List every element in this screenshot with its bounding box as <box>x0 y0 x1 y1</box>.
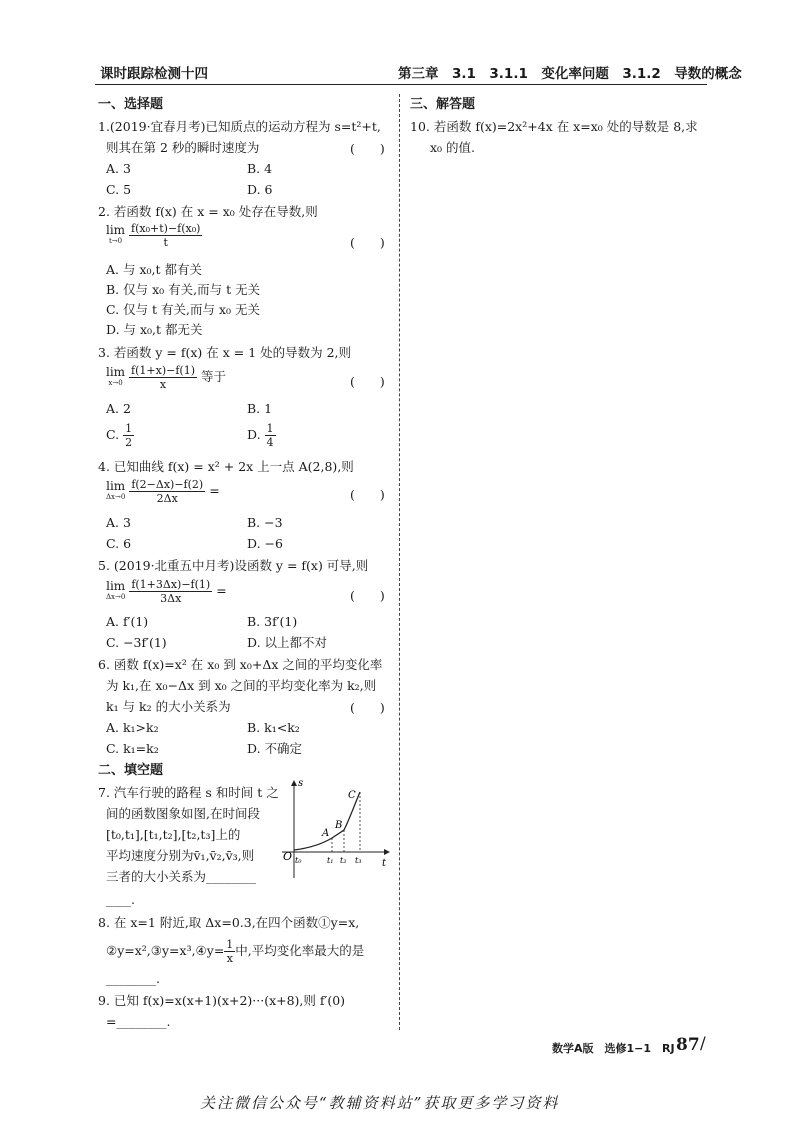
q4-limit-expression: lim Δx→0 $\frac{f(2-\Delta x)-f(2)}{2\Delta x}$ = <box>106 478 220 505</box>
q1-option-d: D. 6 <box>247 182 273 197</box>
q1-line1: 1.(2019·宜春月考)已知质点的运动方程为 s=t²+t, <box>98 119 381 134</box>
q1-option-c: C. 5 <box>106 182 132 197</box>
q10-line2: x₀ 的值. <box>430 140 476 155</box>
q7-line4: 平均速度分别为v̄₁,v̄₂,v̄₃,则 <box>106 848 255 863</box>
page-slash: / <box>700 1034 706 1054</box>
q4-option-d: D. −6 <box>247 536 283 551</box>
origin-label: O <box>283 850 293 863</box>
q4-line1: 4. 已知曲线 f(x) = x² + 2x 上一点 A(2,8),则 <box>98 459 354 474</box>
q10-line1: 10. 若函数 f(x)=2x²+4x 在 x=x₀ 处的导数是 8,求 <box>410 119 698 134</box>
q6-line3: k₁ 与 k₂ 的大小关系为 <box>106 699 231 714</box>
t2-label: t₂ <box>340 856 347 865</box>
q6-option-d: D. 不确定 <box>247 741 303 756</box>
q1-answer-bracket: ( ) <box>350 141 385 156</box>
q9-line2: =________. <box>106 1014 171 1029</box>
q7-line2: 间的函数图象如图,在时间段 <box>106 806 260 821</box>
q8-line3: ________. <box>106 971 160 986</box>
q5-option-d: D. 以上都不对 <box>247 635 328 650</box>
q2-answer-bracket: ( ) <box>350 235 385 250</box>
q7-line6: ____. <box>106 892 135 907</box>
q2-limit-expression <box>106 222 202 249</box>
q5-option-c: C. −3f′(1) <box>106 635 167 650</box>
footer-textbook-badge: 数学A版 选修1−1 RJ <box>552 1042 675 1055</box>
q5-limit-expression: lim Δx→0 $\frac{f(1+3\Delta x)-f(1)}{3\Delta x}$ = <box>106 578 227 605</box>
t0-label: t₀ <box>295 856 302 865</box>
q8-reciprocal-fraction: $\frac{1}{x}$ <box>226 938 234 965</box>
q2-option-d: D. 与 x₀,t 都无关 <box>106 322 203 337</box>
page-number: 87 <box>676 1035 700 1055</box>
q7-line1: 7. 汽车行驶的路程 s 和时间 t 之 <box>98 785 279 800</box>
q1-line2: 则其在第 2 秒的瞬时速度为 <box>106 140 260 155</box>
q6-answer-bracket: ( ) <box>350 700 385 715</box>
q4-lim: lim Δx→0 <box>106 478 126 501</box>
q4-fraction: $\frac{f(2-\Delta x)-f(2)}{2\Delta x}$ <box>131 478 204 505</box>
q2-lim: lim t→0 <box>106 222 126 245</box>
q6-option-c: C. k₁=k₂ <box>106 741 159 756</box>
axis-s-label: s <box>298 778 304 789</box>
section-choice-title: 一、选择题 <box>98 97 164 112</box>
header-right-title: 第三章 3.1 3.1.1 变化率问题 3.1.2 导数的概念 <box>398 66 742 82</box>
header-rule <box>95 84 707 85</box>
q6-option-a: A. k₁>k₂ <box>106 720 159 735</box>
q3-option-a: A. 2 <box>106 401 131 416</box>
q6-option-b: B. k₁<k₂ <box>247 720 300 735</box>
q3-limit-expression: lim x→0 $\frac{f(1+x)-f(1)}{x}$ 等于 <box>106 364 226 391</box>
point-b-label: B <box>335 820 343 831</box>
q7-line5: 三者的大小关系为________ <box>106 869 257 884</box>
q3-option-b: B. 1 <box>247 401 273 416</box>
q5-line1: 5. (2019·北重五中月考)设函数 y = f(x) 可导,则 <box>98 558 369 573</box>
q5-fraction: $\frac{f(1+3\Delta x)-f(1)}{3\Delta x}$ <box>131 578 211 605</box>
q9-line1: 9. 已知 f(x)=x(x+1)(x+2)···(x+8),则 f′(0) <box>98 993 346 1008</box>
q3-option-d: D. $\frac{1}{4}$ <box>247 422 274 449</box>
q6-line1: 6. 函数 f(x)=x² 在 x₀ 到 x₀+Δx 之间的平均变化率 <box>98 657 383 672</box>
section-answer-title: 三、解答题 <box>410 97 476 112</box>
q2-fraction: $\frac{\text{f(x₀+t)−f(x₀)}}{t}$ <box>131 222 201 249</box>
t-axis-arrow <box>384 849 390 855</box>
t1-label: t₁ <box>327 856 334 865</box>
q4-option-a: A. 3 <box>106 515 131 530</box>
q4-option-c: C. 6 <box>106 536 132 551</box>
q5-option-b: B. 3f′(1) <box>247 614 298 629</box>
q2-line1: 2. 若函数 f(x) 在 x = x₀ 处存在导数,则 <box>98 204 318 219</box>
section-fill-title: 二、填空题 <box>98 763 164 778</box>
q2-option-b: B. 仅与 x₀ 有关,而与 t 无关 <box>106 282 261 297</box>
axis-t-label: t <box>382 858 387 869</box>
q3-line1: 3. 若函数 y = f(x) 在 x = 1 处的导数为 2,则 <box>98 345 352 360</box>
point-c-label: C <box>348 790 356 801</box>
q3-answer-bracket: ( ) <box>350 374 385 389</box>
q3-fraction: $\frac{f(1+x)-f(1)}{x}$ <box>131 364 195 391</box>
q2-option-a: A. 与 x₀,t 都有关 <box>106 262 202 277</box>
q3-lim: lim x→0 <box>106 364 126 387</box>
q1-option-b: B. 4 <box>247 161 273 176</box>
q2-option-c: C. 仅与 t 有关,而与 x₀ 无关 <box>106 302 261 317</box>
q8-line1: 8. 在 x=1 附近,取 Δx=0.3,在四个函数①y=x, <box>98 915 360 930</box>
q6-line2: 为 k₁,在 x₀−Δx 到 x₀ 之间的平均变化率为 k₂,则 <box>106 678 377 693</box>
q8-line2: ②y=x²,③y=x³,④y= $\frac{1}{x}$ 中,平均变化率最大的是 <box>106 938 365 965</box>
q5-answer-bracket: ( ) <box>350 588 385 603</box>
q7-line3: [t₀,t₁],[t₁,t₂],[t₂,t₃]上的 <box>106 827 241 842</box>
q7-distance-time-graph <box>280 778 390 886</box>
bottom-promo-note: 关注微信公众号“教辅资料站”获取更多学习资料 <box>200 1094 560 1112</box>
point-a-label: A <box>322 828 330 839</box>
q5-lim: lim Δx→0 <box>106 578 126 601</box>
q5-option-a: A. f′(1) <box>106 614 149 629</box>
q1-option-a: A. 3 <box>106 161 131 176</box>
t3-label: t₃ <box>355 856 362 865</box>
s-axis-arrow <box>291 780 297 786</box>
q4-option-b: B. −3 <box>247 515 283 530</box>
q4-answer-bracket: ( ) <box>350 487 385 502</box>
header-left-title: 课时跟踪检测十四 <box>100 66 208 82</box>
column-divider <box>399 94 400 1030</box>
q3-option-c: C. $\frac{1}{2}$ <box>106 422 133 449</box>
